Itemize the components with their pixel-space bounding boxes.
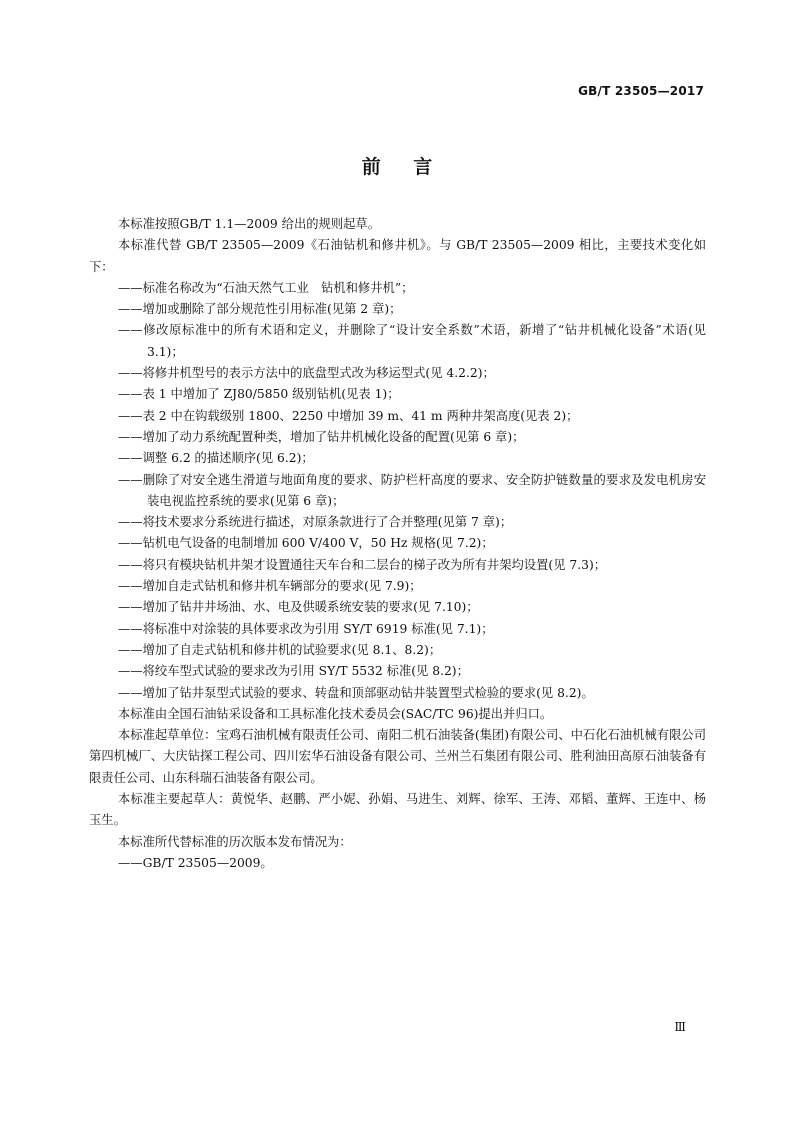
change-item: ——表 2 中在钩载级别 1800、2250 中增加 39 m、41 m 两种井架高度(见表 2)； [118,408,579,423]
change-item: ——将技术要求分系统进行描述，对原条款进行了合并整理(见第 7 章)； [118,515,513,530]
proposer-paragraph: 本标准由全国石油钻采设备和工具标准化技术委员会(SAC/TC 96)提出并归口。 [118,706,553,721]
change-item: ——删除了对安全逃生滑道与地面角度的要求、防护栏杆高度的要求、安全防护链数量的要求及发电机房安装电视监控系统的要求(见第 6 章)； [118,472,706,508]
document-body [89,214,706,874]
change-item: ——增加自走式钻机和修井机车辆部分的要求(见 7.9)； [118,579,422,594]
change-item: ——将标准中对涂装的具体要求改为引用 SY/T 6919 标准(见 7.1)； [118,621,494,636]
change-item: ——将修井机型号的表示方法中的底盘型式改为移运型式(见 4.2.2)； [118,366,495,381]
history-intro-paragraph: 本标准所代替标准的历次版本发布情况为： [118,834,352,849]
change-item: ——调整 6.2 的描述顺序(见 6.2)； [118,451,314,466]
intro-paragraph: 本标准按照GB/T 1.1—2009 给出的规则起草。 [118,217,381,231]
page-number: Ⅲ [674,1020,686,1034]
change-item: ——增加了动力系统配置种类，增加了钻井机械化设备的配置(见第 6 章)； [118,429,525,444]
document-code: GB/T 23505—2017 [578,84,704,98]
replacement-paragraph: 本标准代替 GB/T 23505—2009《石油钻机和修井机》。与 GB/T 23505—2009 相比，主要技术变化如下： [89,238,706,274]
change-item: ——钻机电气设备的电制增加 600 V/400 V，50 Hz 规格(见 7.2)； [118,536,494,551]
change-item: ——增加了自走式钻机和修井机的试验要求(见 8.1、8.2)； [118,642,442,657]
change-item: ——表 1 中增加了 ZJ80/5850 级别钻机(见表 1)； [118,387,400,402]
change-item: ——将只有模块钻机井架才设置通往天车台和二层台的梯子改为所有井架均设置(见 7.3)； [118,557,607,572]
change-item: ——增加了钻井井场油、水、电及供暖系统安装的要求(见 7.10)； [118,600,479,615]
drafting-units-paragraph: 本标准起草单位：宝鸡石油机械有限责任公司、南阳二机石油装备(集团)有限公司、中石化石油机械有限公司第四机械厂、大庆钻探工程公司、四川宏华石油设备有限公司、兰州兰石集团有限公司、胜利油田高原石油装备有限责任公司、山东科瑞石油装备有限公司。 [89,728,706,785]
history-item: ——GB/T 23505—2009。 [118,855,273,870]
change-item: ——修改原标准中的所有术语和定义，并删除了“设计安全系数”术语，新增了“钻井机械化设备”术语(见 3.1)； [118,323,706,359]
change-item: ——标准名称改为“石油天然气工业 钻机和修井机”； [118,280,414,295]
drafters-paragraph: 本标准主要起草人：黄悦华、赵鹏、严小妮、孙娟、马进生、刘辉、徐军、王涛、邓韬、董辉、王连中、杨玉生。 [89,792,706,828]
change-item: ——增加或删除了部分规范性引用标准(见第 2 章)； [118,302,402,317]
change-item: ——将绞车型式试验的要求改为引用 SY/T 5532 标准(见 8.2)； [118,664,469,679]
change-item: ——增加了钻井泵型式试验的要求、转盘和顶部驱动钻井装置型式检验的要求(见 8.2)。 [118,685,594,700]
page-title: 前 言 [361,156,433,178]
